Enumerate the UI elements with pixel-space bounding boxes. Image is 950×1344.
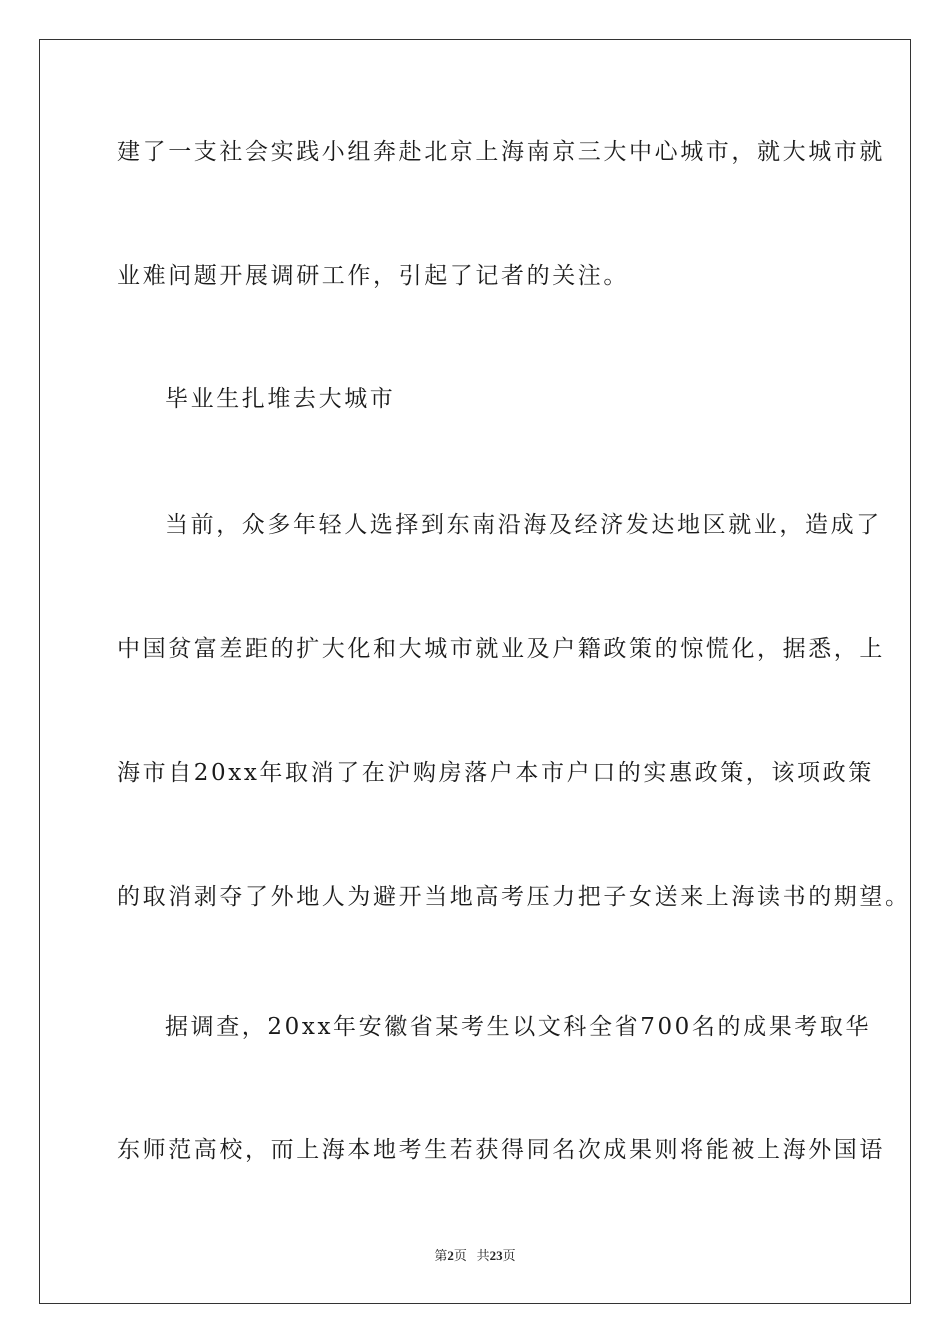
body-text-line: 当前，众多年轻人选择到东南沿海及经济发达地区就业，造成了 xyxy=(165,512,882,538)
page-label-suffix: 页 xyxy=(502,1248,516,1263)
body-text-line: 建了一支社会实践小组奔赴北京上海南京三大中心城市，就大城市就 xyxy=(117,139,885,165)
body-text-line: 的取消剥夺了外地人为避开当地高考压力把子女送来上海读书的期望。 xyxy=(117,884,911,910)
section-heading: 毕业生扎堆去大城市 xyxy=(165,386,396,412)
total-page-count: 23 xyxy=(489,1248,503,1263)
body-text-line: 业难问题开展调研工作，引起了记者的关注。 xyxy=(117,263,629,289)
page-footer xyxy=(0,1245,950,1264)
page-border xyxy=(39,39,911,1304)
body-text-line: 东师范高校，而上海本地考生若获得同名次成果则将能被上海外国语 xyxy=(117,1137,885,1163)
page-label-prefix: 第 xyxy=(434,1248,448,1263)
body-text-line: 中国贫富差距的扩大化和大城市就业及户籍政策的惊慌化，据悉，上 xyxy=(117,636,885,662)
body-text-line: 据调查，20xx年安徽省某考生以文科全省700名的成果考取华 xyxy=(165,1014,872,1040)
body-text-line: 海市自20xx年取消了在沪购房落户本市户口的实惠政策，该项政策 xyxy=(117,760,874,786)
page-label-mid: 页 共 xyxy=(453,1248,490,1263)
current-page-number: 2 xyxy=(447,1248,454,1263)
